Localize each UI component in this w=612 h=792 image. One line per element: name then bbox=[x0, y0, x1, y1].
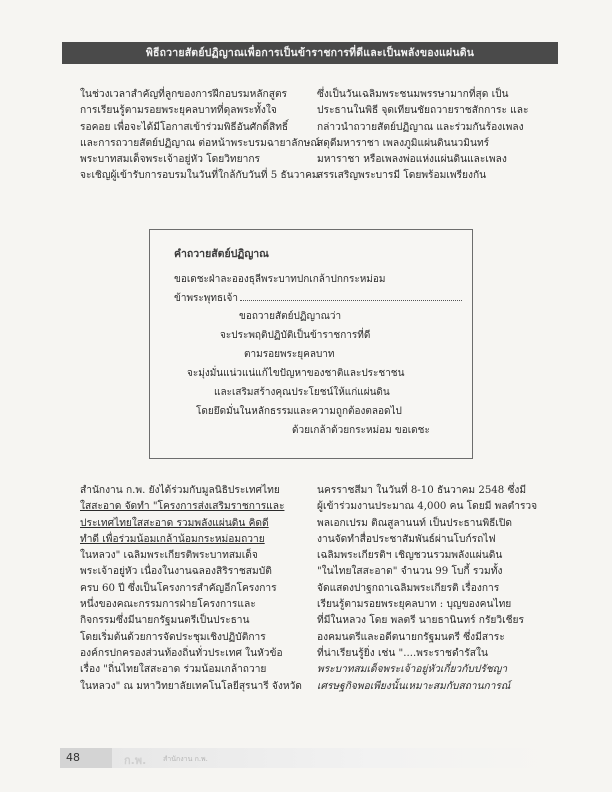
text-line: มหาราชา หรือเพลงพ่อแห่งแผ่นดินและเพลง bbox=[317, 154, 507, 166]
text-line: กิจกรรมซึ่งมีนายกรัฐมนตรีเป็นประธาน bbox=[80, 615, 250, 627]
oath-line: จะประพฤติปฏิบัติเป็นข้าราชการที่ดี bbox=[220, 330, 371, 341]
text-line: พระเจ้าอยู่หัว เนื่องในงานฉลองสิริราชสมบัติ bbox=[80, 566, 272, 578]
text-line: หนึ่งของคณะกรรมการฝ่ายโครงการและ bbox=[80, 599, 256, 611]
text-line: ในช่วงเวลาสำคัญที่ลูกของการฝึกอบรมหลักสูตร bbox=[80, 89, 288, 100]
oath-line: โดยยึดมั่นในหลักธรรมและความถูกต้องตลอดไป bbox=[196, 406, 402, 417]
text-line: ผู้เข้าร่วมงานประมาณ 4,000 คน โดยมี พลตำรวจ bbox=[317, 501, 538, 513]
text-line: พลเอกเปรม ติณสูลานนท์ เป็นประธานพิธีเปิด bbox=[317, 517, 512, 529]
text-line: ในหลวง" เฉลิมพระเกียรติพระบาทสมเด็จ bbox=[80, 550, 258, 562]
footer-logo-subtitle: สำนักงาน ก.พ. bbox=[163, 755, 208, 763]
oath-intro: ขอเดชะฝ่าละอองธุลีพระบาทปกเกล้าปกกระหม่อม bbox=[174, 274, 386, 285]
text-line: การเรียนรู้ตามรอยพระยุคลบาทที่ดุลพระทั้งใจ bbox=[80, 105, 277, 117]
footer-logo: ก.พ. bbox=[124, 754, 147, 767]
page-number: 48 bbox=[60, 748, 112, 768]
text-line: องค์กรปกครองส่วนท้องถิ่นทั่วประเทศ ในหัวข้อ bbox=[80, 647, 283, 659]
text-line: และการถวายสัตย์ปฏิญาณ ต่อหน้าพระบรมฉายาลักษณ์ bbox=[80, 137, 320, 149]
text-line: ซึ่งเป็นวันเฉลิมพระชนมพรรษามากที่สุด เป็น bbox=[317, 89, 509, 100]
text-line: เรื่อง "ถิ่นไทยใสสะอาด ร่วมน้อมเกล้าถวาย bbox=[80, 664, 267, 676]
column-bottom-right bbox=[317, 483, 541, 695]
page-header: พิธีถวายสัตย์ปฏิญาณเพื่อการเป็นข้าราชการที่ดีและเป็นพลังของแผ่นดิน bbox=[62, 42, 558, 64]
text-line: โดยเริ่มต้นด้วยการจัดประชุมเชิงปฏิบัติการ bbox=[80, 631, 266, 643]
text-line: งานจัดทำสื่อประชาสัมพันธ์ผ่านโบก์รถไฟ bbox=[317, 533, 496, 545]
text-line: เฉลิมพระเกียรติฯ เชิญชวนรวมพลังแผ่นดิน bbox=[317, 550, 503, 562]
text-line: "ในไทยใสสะอาด" จำนวน 99 โบกี้ รวมทั้ง bbox=[317, 566, 503, 578]
text-line: จะเชิญผู้เข้ารับการอบรมในวันที่ใกล้กับวันที่ 5 ธันวาคม bbox=[80, 170, 319, 182]
text-line: ครบ 60 ปี ซึ่งเป็นโครงการสำคัญอีกโครงการ bbox=[80, 582, 277, 594]
oath-line: ตามรอยพระยุคลบาท bbox=[244, 349, 335, 360]
oath-line: ด้วยเกล้าด้วยกระหม่อม ขอเดชะ bbox=[292, 425, 430, 436]
oath-title: คำถวายสัตย์ปฏิญาณ bbox=[174, 248, 269, 260]
text-line: สำนักงาน ก.พ. ยังได้ร่วมกับมูลนิธิประเทศไทย bbox=[80, 485, 280, 496]
text-line: พระบาทสมเด็จพระเจ้าอยู่หัว โดยวิทยากร bbox=[80, 154, 260, 166]
column-top-right bbox=[317, 87, 541, 185]
text-line: สดุดีมหาราชา เพลงภูมิแผ่นดินนวมินทร์ bbox=[317, 137, 490, 149]
text-line: เศรษฐกิจพอเพียงนั้นเหมาะสมกับสถานการณ์ bbox=[317, 680, 511, 692]
oath-name-prefix: ข้าพระพุทธเจ้า bbox=[174, 293, 238, 304]
oath-name-line bbox=[174, 291, 462, 306]
text-line: ประเทศไทยใสสะอาด รวมพลังแผ่นดิน คิดดี bbox=[80, 517, 269, 529]
oath-line: และเสริมสร้างคุณประโยชน์ให้แก่แผ่นดิน bbox=[214, 387, 390, 398]
text-line: ใสสะอาด จัดทำ "โครงการส่งเสริมราชการและ bbox=[80, 501, 285, 513]
text-line: ทำดี เพื่อร่วมน้อมเกล้าน้อมกระหม่อมถวาย bbox=[80, 533, 265, 545]
column-bottom-left bbox=[80, 483, 304, 695]
text-line: รอคอย เพื่อจะได้มีโอกาสเข้าร่วมพิธีอันศักดิ์สิทธิ์ bbox=[80, 121, 289, 133]
text-line: สรรเสริญพระบารมี โดยพร้อมเพรียงกัน bbox=[317, 170, 487, 182]
text-line: เรียนรู้ตามรอยพระยุคลบาท : บุญของคนไทย bbox=[317, 599, 512, 611]
oath-line: ขอถวายสัตย์ปฏิญาณว่า bbox=[239, 311, 342, 322]
text-line: ประธานในพิธี จุดเทียนชัยถวายราชสักการะ และ bbox=[317, 105, 529, 117]
text-line: จัดแสดงปาฐกถาเฉลิมพระเกียรติ เรื่องการ bbox=[317, 582, 500, 594]
text-line: ที่น่าเรียนรู้ยิ่ง เช่น "....พระราชดำรัสใน bbox=[317, 647, 488, 659]
text-line: นครราชสีมา ในวันที่ 8-10 ธันวาคม 2548 ซึ่งมี bbox=[317, 485, 527, 496]
oath-line: จะมุ่งมั่นแน่วแน่แก้ไขปัญหาของชาติและประชาชน bbox=[187, 368, 405, 379]
text-line: ในหลวง" ณ มหาวิทยาลัยเทคโนโลยีสุรนารี จังหวัด bbox=[80, 680, 302, 692]
text-line: องคมนตรีและอดีตนายกรัฐมนตรี ซึ่งมีสาระ bbox=[317, 631, 505, 643]
column-top-left bbox=[80, 87, 320, 185]
name-blank bbox=[240, 291, 462, 301]
text-line: ที่มีในหลวง โดย พลตรี นายธานินทร์ กรัยวิเชียร bbox=[317, 615, 524, 627]
text-line: พระบาทสมเด็จพระเจ้าอยู่หัวเกี่ยวกับปรัชญา bbox=[317, 664, 508, 676]
text-line: กล่าวนำถวายสัตย์ปฏิญาณ และร่วมกันร้องเพลง bbox=[317, 121, 524, 133]
